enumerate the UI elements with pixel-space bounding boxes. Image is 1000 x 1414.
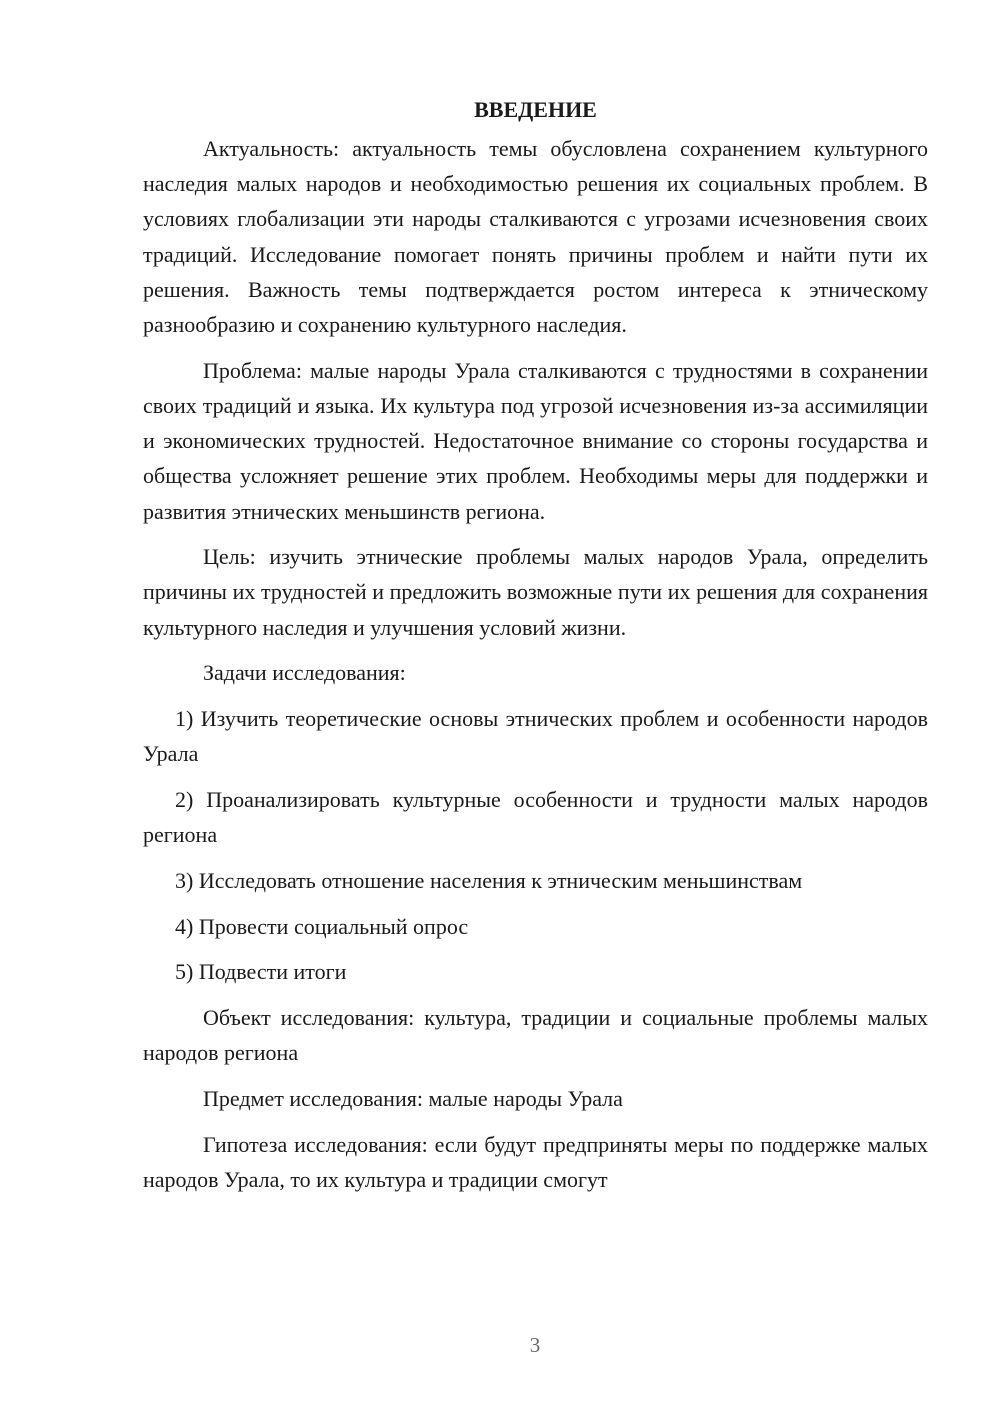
list-item: 5) Подвести итоги — [175, 959, 347, 985]
list-item: 1) Изучить теоретические основы этнических проблем и особенности народов Урала — [143, 706, 928, 767]
list-item: 4) Провести социальный опрос — [175, 913, 469, 939]
tasks-list — [143, 701, 928, 989]
document-page — [143, 92, 928, 1207]
list-item: 3) Исследовать отношение населения к этническим меньшинствам — [175, 867, 803, 893]
page-number: 3 — [529, 1333, 541, 1357]
list-item: 2) Проанализировать культурные особенности и трудности малых народов региона — [143, 786, 928, 848]
paragraph-hypothesis: Гипотеза исследования: если будут предприняты меры по поддержке малых народов Урала, то их культура и традиции смогут — [143, 1131, 928, 1192]
tasks-title: Задачи исследования: — [203, 660, 406, 686]
page-title: ВВЕДЕНИЕ — [474, 97, 597, 122]
paragraph-subject: Предмет исследования: малые народы Урала — [203, 1085, 623, 1111]
paragraph-object: Объект исследования: культура, традиции и социальные проблемы малых народов региона — [143, 1004, 928, 1066]
paragraph-relevance: Актуальность: актуальность темы обусловлена сохранением культурного наследия малых народов и необходимостью решения их социальных проблем. В условиях глобализации эти народы сталкиваются с угрозами исчезновения своих традиций. Исследование помогает понять причины проблем и найти пути их решения. Важность темы подтверждается ростом интереса к этническому разнообразию и сохранению культурного наследия. — [143, 136, 928, 338]
paragraph-problem: Проблема: малые народы Урала сталкиваются с трудностями в сохранении своих традиций и языка. Их культура под угрозой исчезновения из-за ассимиляции и экономических трудностей. Недостаточное внимание со стороны государства и общества усложняет решение этих проблем. Необходимы меры для поддержки и развития этнических меньшинств региона. — [143, 357, 928, 524]
paragraph-goal: Цель: изучить этнические проблемы малых народов Урала, определить причины их трудностей и предложить возможные пути их решения для сохранения культурного наследия и улучшения условий жизни. — [143, 544, 928, 640]
